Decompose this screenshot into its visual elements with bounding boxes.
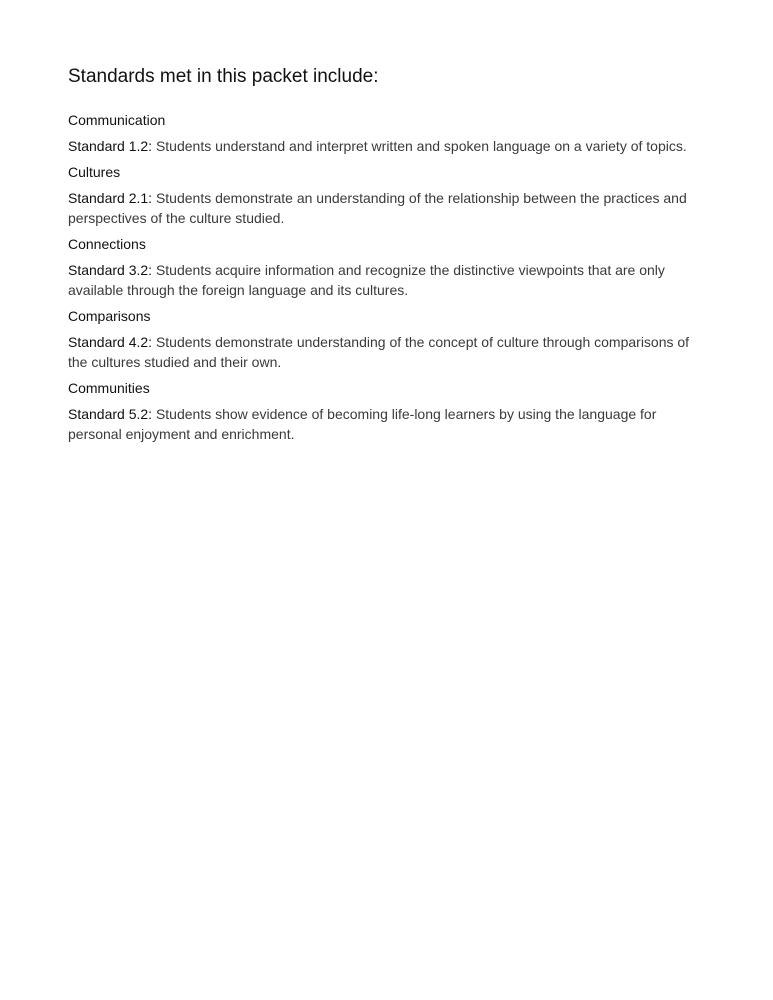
standards-section-communities (68, 378, 708, 444)
standard-label: Standard 2.1: (68, 190, 153, 206)
standard-paragraph (68, 404, 708, 444)
standard-label: Standard 4.2: (68, 334, 153, 350)
category-heading: Communication (68, 112, 166, 128)
standard-label: Standard 5.2: (68, 406, 153, 422)
standard-label: Standard 3.2: (68, 262, 153, 278)
standard-text: Students understand and interpret written and spoken language on a variety of topics. (155, 138, 687, 154)
standards-section-cultures (68, 162, 708, 228)
category-heading: Communities (68, 380, 150, 396)
standard-paragraph (68, 188, 708, 228)
standard-text: Students acquire information and recognize the distinctive viewpoints that are only available through the foreign language and its cultures. (68, 262, 665, 298)
standard-text: Students demonstrate an understanding of the relationship between the practices and perspectives of the culture studied. (68, 190, 687, 226)
standards-section-communication (68, 110, 708, 156)
standards-section-comparisons (68, 306, 708, 372)
standard-text: Students demonstrate understanding of the concept of culture through comparisons of the cultures studied and their own. (68, 334, 690, 370)
standards-page (68, 64, 708, 450)
standard-label: Standard 1.2: (68, 138, 153, 154)
standard-paragraph (68, 136, 708, 156)
standards-section-connections (68, 234, 708, 300)
standard-paragraph (68, 260, 708, 300)
category-heading: Connections (68, 236, 146, 252)
page-title: Standards met in this packet include: (68, 66, 379, 87)
category-heading: Cultures (68, 164, 121, 180)
standard-text: Students show evidence of becoming life-long learners by using the language for personal enjoyment and enrichment. (68, 406, 657, 442)
standard-paragraph (68, 332, 708, 372)
category-heading: Comparisons (68, 308, 151, 324)
